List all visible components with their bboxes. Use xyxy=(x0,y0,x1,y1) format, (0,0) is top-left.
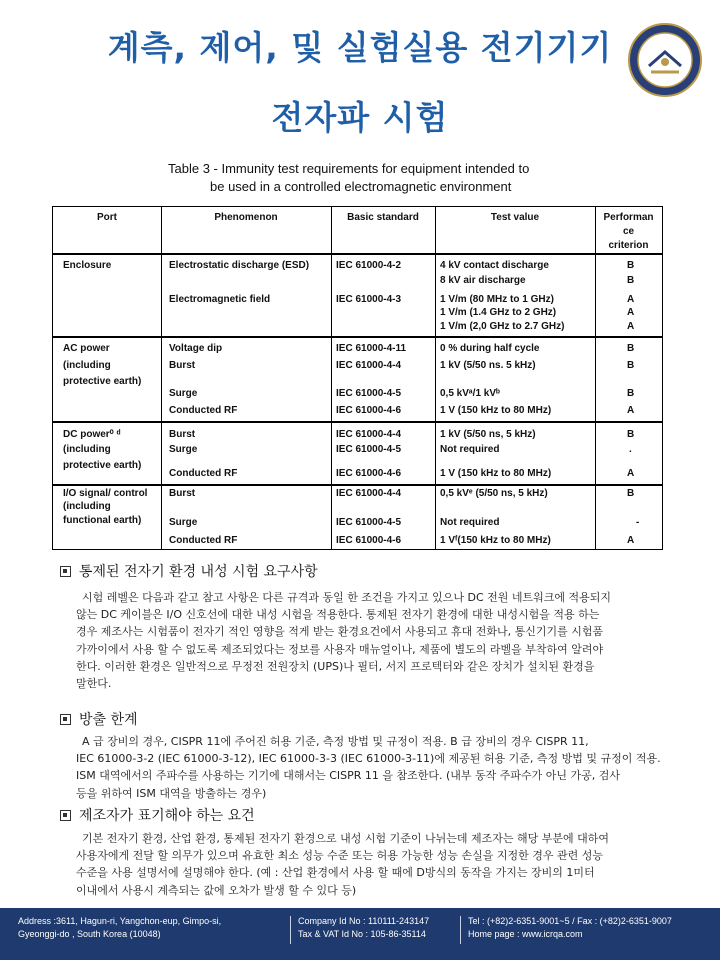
footer-company xyxy=(298,915,429,941)
table-row xyxy=(53,466,662,481)
cell-value: 1 V/m (1.4 GHz to 2 GHz) xyxy=(440,307,557,318)
table-row xyxy=(53,427,662,442)
cell-criterion: A xyxy=(627,535,635,546)
cell-value: 1 V (150 kHz to 80 MHz) xyxy=(440,468,552,479)
para-line: 등을 위하여 ISM 대역을 방출하는 경우) xyxy=(76,786,267,800)
cell-standard: IEC 61000-4-5 xyxy=(336,444,402,455)
cell-criterion: A xyxy=(627,405,635,416)
cell-port: Enclosure xyxy=(63,260,112,271)
cell-value: Not required xyxy=(440,444,500,455)
cell-port: DC power⁰ ᵈ xyxy=(63,429,121,440)
table-row-divider xyxy=(53,336,662,338)
cell-standard: IEC 61000-4-3 xyxy=(336,294,402,305)
para-line: 기본 전자기 환경, 산업 환경, 통제된 전자기 환경으로 내성 시험 기준이 나뉘는데 제조자는 해당 부분에 대하여 xyxy=(82,832,609,845)
cell-criterion: A xyxy=(627,321,635,332)
cell-phenomenon: Conducted RF xyxy=(169,468,238,479)
cell-phenomenon: Electromagnetic field xyxy=(169,294,271,305)
para-line: 시험 레벨은 다음과 같고 참고 사항은 다른 규격과 동일 한 조건을 가지고 있으나 DC 전원 네트워크에 적용되지 xyxy=(82,591,612,604)
page-footer xyxy=(0,908,720,960)
cell-standard: IEC 61000-4-4 xyxy=(336,360,402,371)
para-line: 경우 제조사는 시험품이 전자기 적인 영향을 적게 받는 환경요건에서 사용되고 휴대 전화나, 통신기기를 시험품 xyxy=(76,625,604,639)
cell-phenomenon: Burst xyxy=(169,488,196,499)
para-line: 한다. 이러한 환경은 일반적으로 무정전 전원장치 (UPS)나 필터, 서지 프로텍터와 같은 장치가 설치된 환경을 xyxy=(76,659,595,673)
icr-logo xyxy=(627,22,703,98)
logo-text: ICR xyxy=(655,35,675,46)
header-criterion-1: Performan xyxy=(603,212,654,223)
section-heading-text: 통제된 전자기 환경 내성 시험 요구사항 xyxy=(79,564,318,580)
cell-criterion: B xyxy=(627,429,635,440)
footer-company-id: Company Id No : 110111-243147 xyxy=(298,916,430,926)
cell-standard: IEC 61000-4-6 xyxy=(336,535,402,546)
cell-port: protective earth) xyxy=(63,376,142,387)
cell-standard: IEC 61000-4-5 xyxy=(336,517,402,528)
cell-phenomenon: Burst xyxy=(169,360,196,371)
footer-separator xyxy=(460,916,461,944)
section-heading-text: 방출 한계 xyxy=(79,712,138,728)
table-row-divider xyxy=(53,253,662,255)
immunity-table xyxy=(52,206,663,550)
section-body-manufacturer xyxy=(76,830,696,899)
para-line: 않는 DC 케이블은 I/O 신호선에 대한 내성 시험을 적용한다. 통제된 전자기 환경에 대한 내성시험을 적용 하는 xyxy=(76,608,600,622)
footer-tax-id: Tax & VAT Id No : 105-86-35114 xyxy=(298,929,426,939)
table-row xyxy=(53,442,662,457)
footer-address-line2: Gyeonggi-do , South Korea (10048) xyxy=(18,929,161,939)
header-criterion-3: criterion xyxy=(608,240,649,251)
section-heading-immunity xyxy=(60,561,318,581)
table-row xyxy=(53,319,662,334)
header-standard: Basic standard xyxy=(347,212,419,223)
cell-port: (including xyxy=(63,501,111,512)
header-criterion-2: ce xyxy=(622,226,635,237)
table-row xyxy=(53,533,662,548)
page-title-line1: 계측, 제어, 및 실험실용 전기기기 xyxy=(107,28,613,67)
cell-port: AC power xyxy=(63,343,110,354)
section-body-immunity xyxy=(76,589,696,692)
cell-standard: IEC 61000-4-11 xyxy=(336,343,407,354)
cell-port: functional earth) xyxy=(63,515,142,526)
para-line: IEC 61000-3-2 (IEC 61000-3-12), IEC 61000-3-3 (IEC 61000-3-11)에 제공된 허용 기준, 측정 방법 및 규정이 적용. xyxy=(76,752,661,766)
page-title-line2: 전자파 시험 xyxy=(271,98,449,137)
section-heading-emission xyxy=(60,709,138,729)
para-line: 수준을 사용 설명서에 설명해야 한다. (예 : 산업 환경에서 사용 할 때에 D방식의 동작을 가지는 장비의 1미터 xyxy=(76,866,595,880)
section-body-emission xyxy=(76,733,696,802)
cell-phenomenon: Electrostatic discharge (ESD) xyxy=(169,260,310,271)
header-port: Port xyxy=(97,212,117,223)
cell-standard: IEC 61000-4-4 xyxy=(336,429,402,440)
cell-criterion: . xyxy=(629,444,632,455)
cell-criterion: - xyxy=(636,517,640,528)
footer-separator xyxy=(290,916,291,944)
cell-value: 4 kV contact discharge xyxy=(440,260,549,271)
table-row xyxy=(53,341,662,356)
para-line: ISM 대역에서의 주파수를 사용하는 기기에 대해서는 CISPR 11 을 참조한다. (내부 동작 주파수가 아닌 가공, 검사 xyxy=(76,769,621,783)
footer-address-line1: Address :3611, Hagun-ri, Yangchon-eup, Gimpo-si, xyxy=(18,916,222,926)
cell-criterion: B xyxy=(627,343,635,354)
cell-value: Not required xyxy=(440,517,500,528)
table-row xyxy=(53,499,662,514)
cell-value: 0,5 kVᵃ/1 kVᵇ xyxy=(440,388,500,399)
header-phenomenon: Phenomenon xyxy=(214,212,278,223)
cell-criterion: A xyxy=(627,307,635,318)
cell-value: 1 V/m (2,0 GHz to 2.7 GHz) xyxy=(440,321,565,332)
footer-address xyxy=(18,915,221,941)
section-heading-manufacturer xyxy=(60,805,255,825)
cell-criterion: B xyxy=(627,260,635,271)
table-row xyxy=(53,358,662,373)
cell-phenomenon: Burst xyxy=(169,429,196,440)
square-bullet-icon xyxy=(60,810,71,821)
table-caption-line1: Table 3 - Immunity test requirements for equipment intended to xyxy=(168,161,530,176)
table-row xyxy=(53,515,662,530)
footer-phone-fax: Tel : (+82)2-6351-9001~5 / Fax : (+82)2-6351-9007 xyxy=(468,916,672,926)
cell-phenomenon: Surge xyxy=(169,388,198,399)
cell-phenomenon: Surge xyxy=(169,517,198,528)
footer-contact xyxy=(468,915,672,941)
cell-value: 0 % during half cycle xyxy=(440,343,540,354)
cell-port: (including xyxy=(63,360,111,371)
para-line: 말한다. xyxy=(76,677,112,691)
para-line: 이내에서 사용시 계측되는 값에 오차가 발생 할 수 있다 등) xyxy=(76,883,357,897)
cell-value: 1 V/m (80 MHz to 1 GHz) xyxy=(440,294,554,305)
cell-standard: IEC 61000-4-6 xyxy=(336,468,402,479)
cell-standard: IEC 61000-4-5 xyxy=(336,388,402,399)
cell-standard: IEC 61000-4-2 xyxy=(336,260,402,271)
table-row xyxy=(53,273,662,288)
cell-criterion: A xyxy=(627,468,635,479)
cell-value: 0,5 kVᵉ (5/50 ns, 5 kHz) xyxy=(440,488,548,499)
para-line: A 급 장비의 경우, CISPR 11에 주어진 허용 기준, 측정 방법 및 규정이 적용. B 급 장비의 경우 CISPR 11, xyxy=(82,735,589,748)
table-row xyxy=(53,305,662,320)
square-bullet-icon xyxy=(60,566,71,577)
cell-criterion: B xyxy=(627,360,635,371)
table-row xyxy=(53,403,662,418)
square-bullet-icon xyxy=(60,714,71,725)
cell-criterion: A xyxy=(627,294,635,305)
table-row-divider xyxy=(53,421,662,423)
cell-phenomenon: Surge xyxy=(169,444,198,455)
cell-port: protective earth) xyxy=(63,460,142,471)
cell-criterion: B xyxy=(627,275,635,286)
cell-value: 1 V (150 kHz to 80 MHz) xyxy=(440,405,552,416)
para-line: 가까이에서 사용 할 수 없도록 제조되었다는 정보를 사용자 매뉴얼이나, 제품에 별도의 라벨을 부착하여 알려야 xyxy=(76,642,604,656)
header-test-value: Test value xyxy=(490,212,540,223)
cell-value: 1 kV (5/50 ns. 5 kHz) xyxy=(440,360,536,371)
cell-phenomenon: Conducted RF xyxy=(169,535,238,546)
cell-criterion: B xyxy=(627,488,635,499)
cell-phenomenon: Conducted RF xyxy=(169,405,238,416)
footer-homepage-link[interactable]: Home page : www.icrqa.com xyxy=(468,929,583,939)
cell-value: 1 kV (5/50 ns, 5 kHz) xyxy=(440,429,536,440)
cell-port: I/O signal/ control xyxy=(63,488,148,499)
para-line: 사용자에게 전달 할 의무가 있으며 유효한 최소 성능 수준 또는 허용 가능한 성능 손실을 지정한 경우 관련 성능 xyxy=(76,849,603,863)
table-row xyxy=(53,258,662,273)
cell-standard: IEC 61000-4-6 xyxy=(336,405,402,416)
cell-value: 8 kV air discharge xyxy=(440,275,526,286)
cell-criterion: B xyxy=(627,388,635,399)
cell-phenomenon: Voltage dip xyxy=(169,343,223,354)
cell-value: 1 Vᶠ(150 kHz to 80 MHz) xyxy=(440,535,551,546)
cell-standard: IEC 61000-4-4 xyxy=(336,488,402,499)
section-heading-text: 제조자가 표기해야 하는 요건 xyxy=(79,808,255,824)
table-caption-line2: be used in a controlled electromagnetic environment xyxy=(210,179,512,194)
cell-port: (including xyxy=(63,444,111,455)
table-row xyxy=(53,386,662,401)
